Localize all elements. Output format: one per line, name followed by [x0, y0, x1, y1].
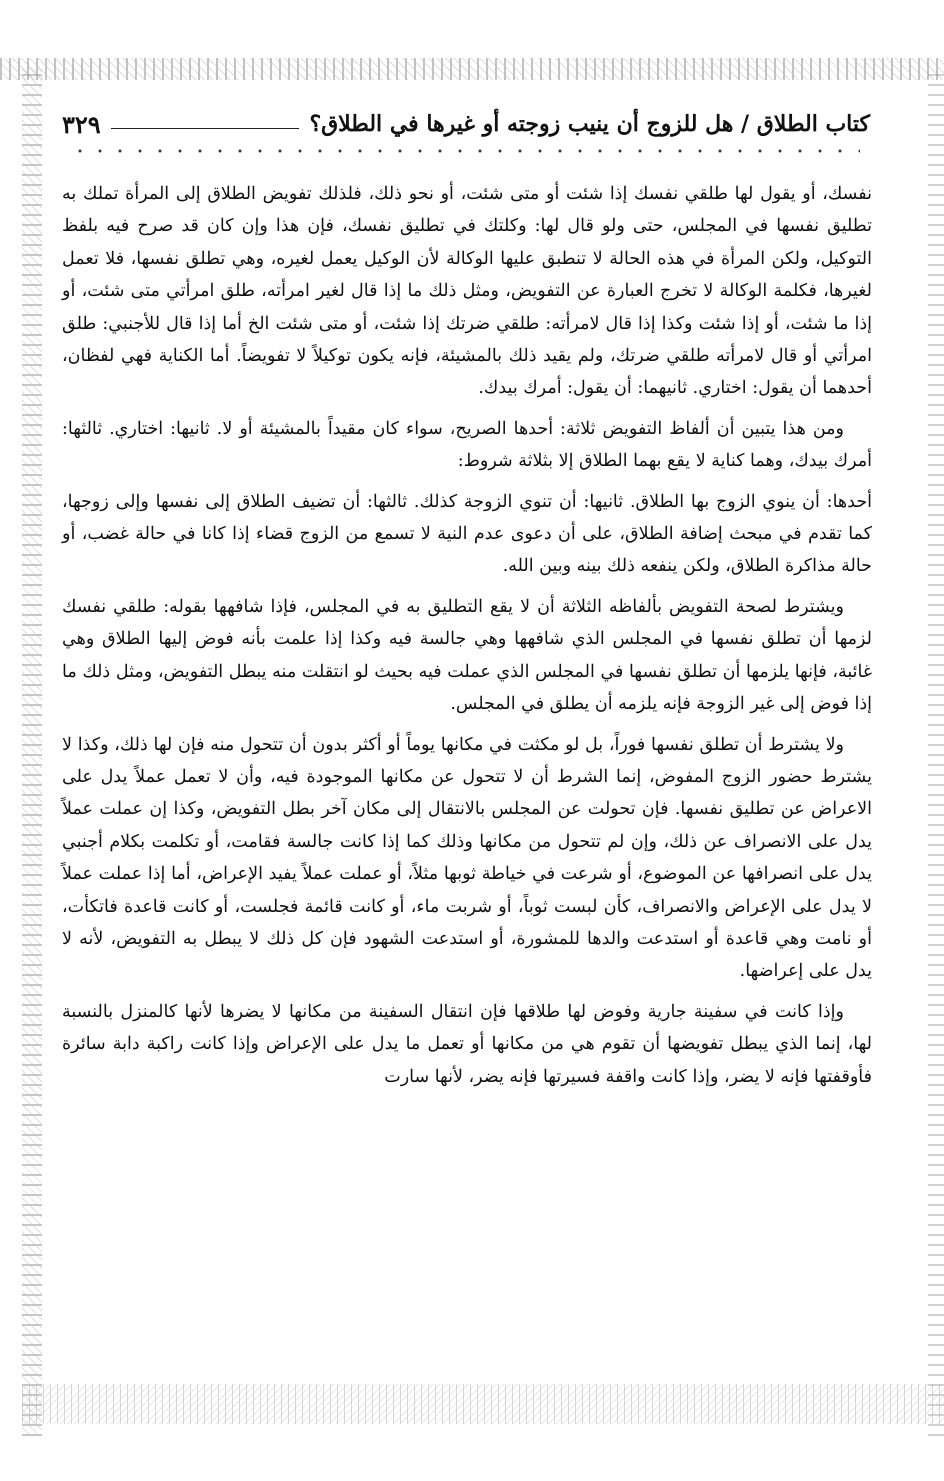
paragraph: وإذا كانت في سفينة جارية وفوض لها طلاقها فإن انتقال السفينة من مكانها لا يضرها لأنها كالمنزل بالنسبة لها، إنما الذي يبطل تفويضها أن تقوم هي من مكانها أو تعمل ما يدل على الإعراض وإذا كانت راكبة دابة سائرة فأوقفتها فإنه لا يضر، وإذا كانت واقفة فسيرتها فإنه يضر، لأنها سارت: [62, 1001, 872, 1087]
paragraph: أحدها: أن ينوي الزوج بها الطلاق. ثانيها: أن تنوي الزوجة كذلك. ثالثها: أن تضيف الطلاق إلى نفسها وإلى زوجها، كما تقدم في مبحث إضافة الطلاق، على أن دعوى عدم النية لا تسمع من الزوج قضاء إذا كانا في حالة غضب، أو حالة مذاكرة الطلاق، ولكن ينفعه ذلك بينه وبين الله.: [62, 491, 872, 577]
paragraph: نفسك، أو يقول لها طلقي نفسك إذا شئت أو متى شئت، أو نحو ذلك، فلذلك تفويض الطلاق إلى المرأة تملك به تطليق نفسها في المجلس، حتى ولو قال لها: وكلتك في تطليق نفسك، فإن هذا وإن كان قد صرح فيه بلفظ التوكيل، ولكن المرأة في هذه الحالة لا تنطبق عليها الوكالة لأن الوكيل يعمل لغيره، وهي تطلق نفسها، فلا تعمل لغيرها، فكلمة الوكالة لا تخرج العبارة عن التفويض، ومثل ذلك ما إذا قال لغير امرأته، طلق امرأتي متى شئت، أو إذا ما شئت، أو إذا شئت وكذا إذا قال لامرأته: طلقي ضرتك إذا شئت، أو متى شئت الخ أما إذا قال للأجنبي: طلق امرأتي أو قال لامرأته طلقي ضرتك، ولم يقيد ذلك بالمشيئة، فإنه يكون توكيلاً لا تفويضاً. أما الكناية فهي لفظان، أحدهما أن يقول: اختاري. ثانيهما: أن يقول: أمرك بيدك.: [62, 184, 872, 399]
paragraph: ويشترط لصحة التفويض بألفاظه الثلاثة أن لا يقع التطليق به في المجلس، فإذا شافهها بقوله: طلقي نفسك لزمها أن تطلق نفسها في المجلس الذي شافهها وهي جالسة فيه وكذا إذا علمت بأنه فوض إليها الطلاق وهي غائبة، فإنها يلزمها أن تطلق نفسها في المجلس الذي عملت فيه بحيث لو انتقلت منه يبطل التفويض، ومثل ذلك ما إذا فوض إلى غير الزوجة فإنه يلزمه أن يطلق في المجلس.: [62, 596, 872, 715]
paragraph: ومن هذا يتبين أن ألفاظ التفويض ثلاثة: أحدها الصريح، سواء كان مقيداً بالمشيئة أو لا. ثانيها: اختاري. ثالثها: أمرك بيدك، وهما كناية لا يقع بهما الطلاق إلا بثلاثة شروط:: [62, 418, 872, 472]
body-text: [62, 178, 872, 1101]
ornamental-border-left: [22, 66, 42, 1436]
ornamental-border-top: [0, 58, 944, 80]
ornamental-border-right: [928, 66, 944, 1436]
header-rule: [111, 128, 300, 129]
page-number: ٣٢٩: [62, 109, 101, 139]
running-title: كتاب الطلاق / هل للزوج أن ينيب زوجته أو غيرها في الطلاق؟: [309, 111, 870, 137]
ornamental-border-bottom: [22, 1384, 944, 1424]
header-dotted-divider: [70, 144, 860, 158]
paragraph: ولا يشترط أن تطلق نفسها فوراً، بل لو مكثت في مكانها يوماً أو أكثر بدون أن تتحول منه فإن لها ذلك، وكذا لا يشترط حضور الزوج المفوض، إنما الشرط أن لا تتحول عن مكانها الموجودة فيه، وأن لا تعمل عملاً يدل على الاعراض عن تطليق نفسها. فإن تحولت عن المجلس بالانتقال إلى مكان آخر بطل التفويض، وكذا إن عملت عملاً يدل على الانصراف عن ذلك، وإن لم تتحول من مكانها وذلك كما إذا كانت جالسة فقامت، أو تكلمت بكلام أجنبي يدل على انصرافها عن الموضوع، أو شرعت في خياطة ثوبها مثلاً، أو عملت عملاً يفيد الإعراض، أما إذا عملت عملاً لا يدل على الإعراض والانصراف، كأن لبست ثوباً، أو شربت ماء، أو كانت قائمة فجلست، أو كانت قاعدة فاتكأت، أو نامت وهي قاعدة أو استدعت والدها للمشورة، أو استدعت الشهود فإن كل ذلك لا يبطل به التفويض، لأنه لا يدل على إعراضها.: [62, 734, 872, 982]
page-header: [62, 104, 870, 144]
